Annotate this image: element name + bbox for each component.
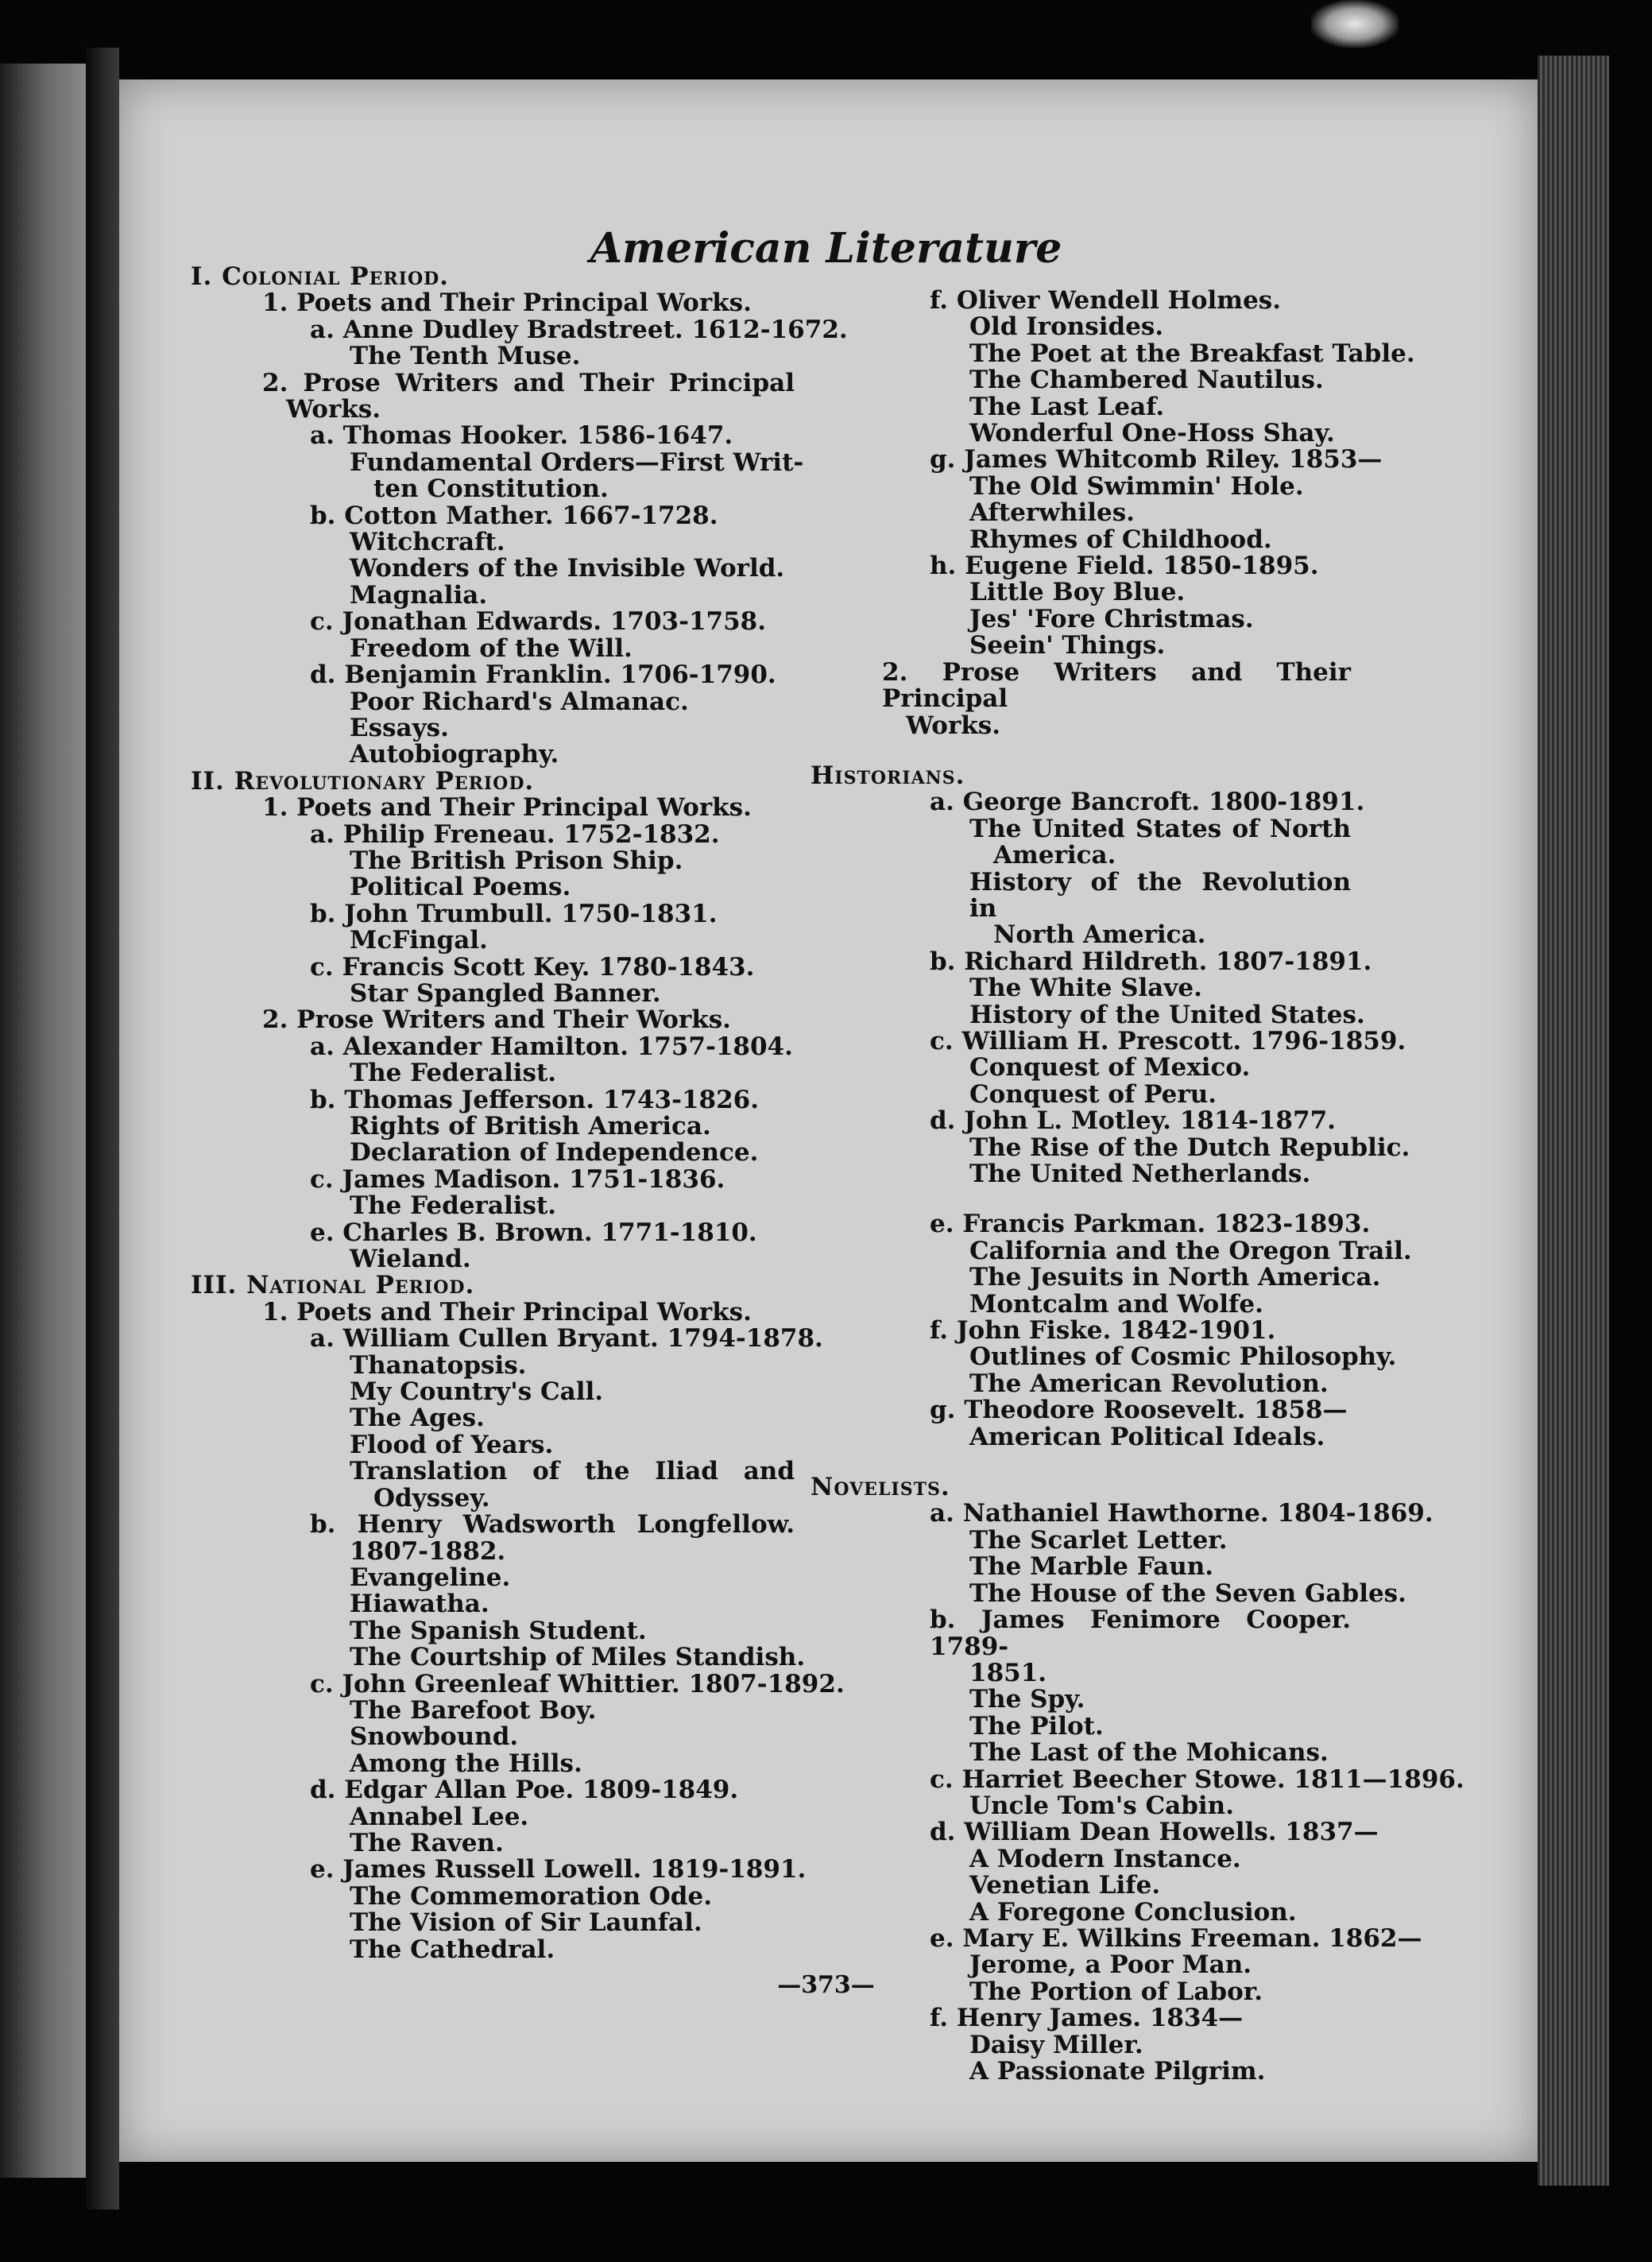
- work-title: The Pilot.: [969, 1711, 1104, 1741]
- section-heading: Historians.: [811, 761, 965, 790]
- author-entry: c. Jonathan Edwards. 1703-1758.: [310, 607, 767, 637]
- spacer: [811, 739, 1351, 763]
- work-title: 1851.: [969, 1658, 1047, 1687]
- subsection-heading: Works.: [906, 711, 1001, 740]
- work-title: Snowbound.: [350, 1722, 519, 1752]
- work-title: The Old Swimmin' Hole.: [969, 471, 1304, 501]
- work-title: The United Netherlands.: [969, 1160, 1311, 1188]
- right-column: [811, 286, 1464, 2086]
- work-title: Seein' Things.: [969, 631, 1166, 660]
- work-title: Venetian Life.: [969, 1871, 1161, 1900]
- author-entry: g. Theodore Roosevelt. 1858—: [930, 1396, 1348, 1425]
- work-title: Star Spangled Banner.: [350, 978, 661, 1008]
- spacer: [811, 1451, 1351, 1474]
- work-title: History of the United States.: [969, 1000, 1365, 1029]
- author-entry: a. William Cullen Bryant. 1794-1878.: [310, 1324, 823, 1354]
- author-entry: e. Francis Parkman. 1823-1893.: [930, 1210, 1371, 1239]
- author-entry: a. Philip Freneau. 1752-1832.: [310, 819, 720, 849]
- work-title: The Last of the Mohicans.: [969, 1738, 1329, 1768]
- work-title: The Ages.: [350, 1404, 485, 1433]
- work-title: Wieland.: [350, 1245, 471, 1274]
- work-title: Old Ironsides.: [969, 312, 1164, 342]
- author-entry: b. Richard Hildreth. 1807-1891.: [930, 947, 1372, 976]
- work-title: A Foregone Conclusion.: [969, 1897, 1297, 1927]
- work-title: Essays.: [350, 713, 449, 742]
- work-title: The United States of North: [969, 814, 1351, 843]
- work-title: The Scarlet Letter.: [969, 1525, 1228, 1555]
- author-entry: c. Francis Scott Key. 1780-1843.: [310, 952, 755, 982]
- author-entry: b. Henry Wadsworth Longfellow.: [310, 1510, 795, 1540]
- work-title: The House of the Seven Gables.: [969, 1578, 1406, 1608]
- subsection-heading: 1. Poets and Their Principal Works.: [262, 1297, 752, 1327]
- work-title: Outlines of Cosmic Philosophy.: [969, 1342, 1397, 1372]
- work-title: Autobiography.: [350, 740, 559, 769]
- work-title: ten Constitution.: [373, 474, 609, 504]
- subsection-heading: 2. Prose Writers and Their Principal: [262, 368, 795, 397]
- author-entry: g. James Whitcomb Riley. 1853—: [930, 445, 1383, 474]
- work-title: Declaration of Independence.: [350, 1138, 759, 1168]
- work-title: Fundamental Orders—First Writ-: [350, 447, 804, 477]
- author-entry: d. William Dean Howells. 1837—: [930, 1818, 1379, 1847]
- work-title: The Marble Faun.: [969, 1552, 1214, 1582]
- author-entry: b. James Fenimore Cooper. 1789-: [930, 1605, 1351, 1661]
- author-entry: d. Benjamin Franklin. 1706-1790.: [310, 660, 776, 690]
- work-title: Magnalia.: [350, 580, 488, 610]
- subsection-heading: 2. Prose Writers and Their Principal: [882, 657, 1351, 714]
- section-heading: I. Colonial Period.: [191, 262, 449, 291]
- spacer: [811, 1187, 1351, 1211]
- author-entry: a. Alexander Hamilton. 1757-1804.: [310, 1032, 793, 1061]
- work-title: The American Revolution.: [969, 1369, 1329, 1398]
- work-title: The Vision of Sir Launfal.: [350, 1908, 702, 1938]
- author-entry: c. John Greenleaf Whittier. 1807-1892.: [310, 1669, 845, 1698]
- work-title: Conquest of Peru.: [969, 1079, 1217, 1109]
- work-title: Poor Richard's Almanac.: [350, 687, 689, 716]
- work-title: The Last Leaf.: [969, 392, 1165, 421]
- work-title: Freedom of the Will.: [350, 633, 633, 663]
- work-title: Jerome, a Poor Man.: [969, 1950, 1252, 1980]
- scan-artifact: [1311, 0, 1399, 48]
- author-entry: b. John Trumbull. 1750-1831.: [310, 899, 718, 928]
- work-title: America.: [993, 841, 1116, 870]
- left-page-edge: [0, 64, 86, 2178]
- section-heading: II. Revolutionary Period.: [191, 766, 535, 796]
- subsection-heading: 1. Poets and Their Principal Works.: [262, 289, 752, 318]
- page-number: —373—: [777, 1971, 875, 1999]
- work-title: Rhymes of Childhood.: [969, 525, 1272, 554]
- author-entry: c. Harriet Beecher Stowe. 1811—1896.: [930, 1764, 1464, 1794]
- work-title: Montcalm and Wolfe.: [969, 1289, 1263, 1319]
- subsection-heading: 1. Poets and Their Principal Works.: [262, 793, 752, 823]
- work-title: North America.: [993, 920, 1206, 950]
- author-entry: e. Charles B. Brown. 1771-1810.: [310, 1218, 757, 1247]
- author-entry: f. John Fiske. 1842-1901.: [930, 1316, 1276, 1346]
- author-entry: a. Nathaniel Hawthorne. 1804-1869.: [930, 1499, 1433, 1528]
- work-title: McFingal.: [350, 926, 488, 955]
- work-title: Rights of British America.: [350, 1112, 711, 1141]
- section-heading: Novelists.: [811, 1473, 950, 1502]
- author-entry: b. Cotton Mather. 1667-1728.: [310, 501, 718, 530]
- work-title: Annabel Lee.: [350, 1802, 529, 1831]
- work-title: The Commemoration Ode.: [350, 1881, 712, 1911]
- work-title: Little Boy Blue.: [969, 578, 1186, 607]
- work-title: The Federalist.: [350, 1191, 557, 1221]
- work-title: Flood of Years.: [350, 1430, 554, 1459]
- work-title: The White Slave.: [969, 974, 1202, 1003]
- author-entry: c. James Madison. 1751-1836.: [310, 1164, 725, 1194]
- work-title: Political Poems.: [350, 873, 571, 902]
- work-title: Hiawatha.: [350, 1590, 489, 1619]
- work-title: Daisy Miller.: [969, 2030, 1143, 2059]
- author-entry: f. Henry James. 1834—: [930, 2004, 1244, 2033]
- author-entry: e. James Russell Lowell. 1819-1891.: [310, 1855, 807, 1884]
- work-title: The Cathedral.: [350, 1935, 555, 1964]
- author-entry: c. William H. Prescott. 1796-1859.: [930, 1026, 1406, 1055]
- work-title: The Federalist.: [350, 1059, 557, 1088]
- work-title: The Raven.: [350, 1828, 504, 1857]
- work-title: Jes' 'Fore Christmas.: [969, 604, 1254, 633]
- work-title: 1807-1882.: [350, 1536, 506, 1566]
- author-entry: f. Oliver Wendell Holmes.: [930, 286, 1282, 315]
- work-title: Wonders of the Invisible World.: [350, 554, 785, 583]
- work-title: California and the Oregon Trail.: [969, 1236, 1412, 1265]
- work-title: American Political Ideals.: [969, 1422, 1325, 1451]
- work-title: The Spy.: [969, 1685, 1085, 1714]
- subsection-heading: Works.: [286, 395, 381, 424]
- work-title: A Passionate Pilgrim.: [969, 2057, 1266, 2086]
- author-entry: d. Edgar Allan Poe. 1809-1849.: [310, 1776, 739, 1805]
- work-title: History of the Revolution in: [969, 867, 1351, 923]
- section-heading: III. National Period.: [191, 1271, 475, 1300]
- author-entry: a. George Bancroft. 1800-1891.: [930, 788, 1365, 817]
- work-title: Witchcraft.: [350, 528, 505, 557]
- work-title: Afterwhiles.: [969, 498, 1135, 528]
- work-title: The Jesuits in North America.: [969, 1263, 1381, 1292]
- work-title: A Modern Instance.: [969, 1844, 1241, 1873]
- book-gutter: [86, 48, 119, 2210]
- work-title: Among the Hills.: [350, 1749, 582, 1778]
- author-entry: e. Mary E. Wilkins Freeman. 1862—: [930, 1923, 1422, 1953]
- work-title: The Spanish Student.: [350, 1616, 647, 1645]
- page-title: American Literature: [590, 224, 1062, 273]
- author-entry: a. Anne Dudley Bradstreet. 1612-1672.: [310, 315, 848, 344]
- work-title: Conquest of Mexico.: [969, 1053, 1251, 1083]
- author-entry: b. Thomas Jefferson. 1743-1826.: [310, 1085, 760, 1114]
- work-title: Odyssey.: [373, 1483, 490, 1513]
- work-title: Wonderful One-Hoss Shay.: [969, 419, 1335, 448]
- work-title: The British Prison Ship.: [350, 846, 683, 875]
- author-entry: a. Thomas Hooker. 1586-1647.: [310, 421, 733, 451]
- left-column: [191, 262, 848, 1964]
- work-title: The Rise of the Dutch Republic.: [969, 1133, 1410, 1162]
- page-stack-edge: [1538, 56, 1609, 2186]
- subsection-heading: 2. Prose Writers and Their Works.: [262, 1005, 731, 1035]
- author-entry: h. Eugene Field. 1850-1895.: [930, 552, 1319, 581]
- work-title: Translation of the Iliad and: [350, 1457, 795, 1486]
- work-title: My Country's Call.: [350, 1377, 604, 1407]
- work-title: The Tenth Muse.: [350, 342, 581, 371]
- author-entry: d. John L. Motley. 1814-1877.: [930, 1106, 1336, 1136]
- work-title: Evangeline.: [350, 1563, 511, 1592]
- work-title: The Courtship of Miles Standish.: [350, 1643, 806, 1672]
- work-title: The Barefoot Boy.: [350, 1695, 597, 1725]
- work-title: The Portion of Labor.: [969, 1977, 1263, 2006]
- work-title: Uncle Tom's Cabin.: [969, 1791, 1235, 1820]
- work-title: The Poet at the Breakfast Table.: [969, 339, 1415, 368]
- work-title: Thanatopsis.: [350, 1350, 527, 1380]
- work-title: The Chambered Nautilus.: [969, 366, 1324, 395]
